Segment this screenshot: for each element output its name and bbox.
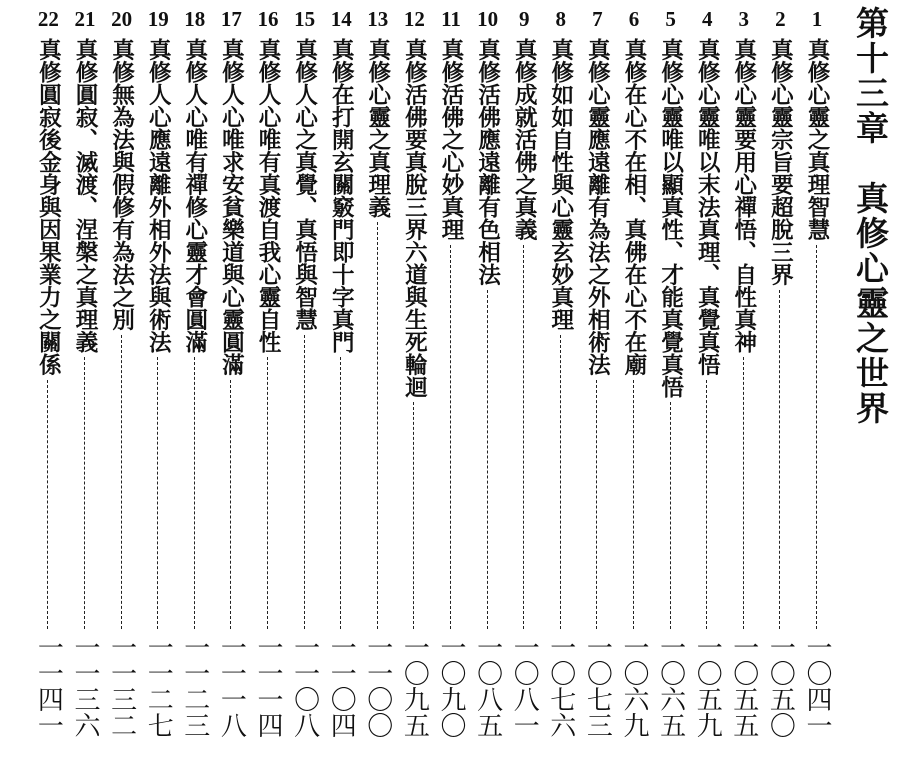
entry-page-number: 一一四一 bbox=[33, 634, 64, 738]
toc-entry[interactable] bbox=[33, 0, 63, 759]
entry-title: 真修成就活佛之真義 bbox=[511, 38, 538, 241]
entry-title: 真修心靈唯以顯真性、才能真覺真悟 bbox=[657, 38, 684, 398]
entry-number: 9 bbox=[518, 7, 530, 31]
dotted-leader bbox=[413, 402, 414, 629]
entry-page-number: 一〇五〇 bbox=[765, 634, 796, 738]
entry-number: 8 bbox=[555, 7, 567, 31]
entry-title: 真修心靈之真理智慧 bbox=[804, 38, 830, 241]
toc-entry[interactable] bbox=[656, 0, 686, 759]
entry-title: 真修人心唯求安貧樂道與心靈圓滿 bbox=[218, 38, 245, 376]
entry-page-number: 一一〇四 bbox=[326, 634, 357, 738]
dotted-leader bbox=[304, 335, 305, 630]
toc-entry[interactable] bbox=[399, 0, 429, 759]
toc-entry[interactable] bbox=[582, 0, 612, 759]
toc-entry[interactable] bbox=[363, 0, 393, 759]
entry-number: 22 bbox=[37, 7, 59, 31]
toc-entry[interactable] bbox=[546, 0, 576, 759]
entry-title: 真修圓寂後金身與因果業力之關係 bbox=[35, 38, 62, 376]
entry-page-number: 一〇六五 bbox=[655, 634, 686, 738]
dotted-leader bbox=[706, 380, 707, 630]
entry-page-number: 一一三六 bbox=[70, 634, 100, 738]
entry-title: 真修在心不在相、真佛在心不在廟 bbox=[621, 38, 647, 376]
entry-title: 真修人心唯有禪修心靈才會圓滿 bbox=[181, 38, 208, 353]
entry-title: 真修心靈之真理義 bbox=[364, 38, 391, 218]
entry-page-number: 一一二七 bbox=[143, 634, 174, 738]
entry-title: 真修心靈宗旨要超脫三界 bbox=[767, 38, 794, 286]
entry-page-number: 一〇八五 bbox=[472, 634, 503, 738]
entry-number: 10 bbox=[477, 7, 499, 31]
toc-entry[interactable] bbox=[143, 0, 173, 759]
toc-entry[interactable] bbox=[473, 0, 503, 759]
chapter-title: 第十三章 真修心靈之世界 bbox=[851, 6, 890, 426]
entry-number: 12 bbox=[403, 7, 425, 31]
entry-title: 真修在打開玄關竅門即十字真門 bbox=[328, 38, 355, 353]
dotted-leader bbox=[450, 245, 451, 630]
toc-entry[interactable] bbox=[802, 0, 832, 759]
entry-page-number: 一〇六九 bbox=[619, 634, 649, 738]
entry-number: 14 bbox=[330, 7, 352, 31]
toc-entry[interactable] bbox=[619, 0, 649, 759]
entry-page-number: 一〇八一 bbox=[509, 634, 540, 738]
dotted-leader bbox=[47, 380, 48, 630]
entry-page-number: 一一一八 bbox=[216, 634, 247, 738]
entry-number: 19 bbox=[147, 7, 169, 31]
toc-entry[interactable] bbox=[326, 0, 356, 759]
entry-page-number: 一一三二 bbox=[106, 634, 137, 738]
dotted-leader bbox=[816, 245, 817, 630]
entry-title: 真修活佛之心妙真理 bbox=[438, 38, 464, 241]
entry-number: 1 bbox=[811, 7, 823, 31]
toc-entry[interactable] bbox=[692, 0, 722, 759]
toc-entry[interactable] bbox=[729, 0, 759, 759]
entry-title: 真修人心唯有真渡自我心靈自性 bbox=[255, 38, 281, 353]
entry-title: 真修人心之真覺、真悟與智慧 bbox=[291, 38, 318, 331]
dotted-leader bbox=[267, 357, 268, 629]
dotted-leader bbox=[523, 245, 524, 630]
toc-entry[interactable] bbox=[253, 0, 283, 759]
entry-number: 21 bbox=[74, 7, 96, 31]
dotted-leader bbox=[779, 290, 780, 630]
toc-entry[interactable] bbox=[509, 0, 539, 759]
toc-entry[interactable] bbox=[436, 0, 466, 759]
entry-number: 7 bbox=[592, 7, 603, 31]
entry-page-number: 一〇九〇 bbox=[436, 634, 466, 738]
entry-title: 真修活佛要真脫三界六道與生死輪迴 bbox=[401, 38, 428, 398]
entry-page-number: 一〇九五 bbox=[399, 634, 430, 738]
entry-number: 3 bbox=[738, 7, 750, 31]
entry-title: 真修活佛應遠離有色相法 bbox=[474, 38, 501, 286]
toc-entry[interactable] bbox=[290, 0, 320, 759]
entry-title: 真修如如自性與心靈玄妙真理 bbox=[547, 38, 574, 331]
toc-entry[interactable] bbox=[107, 0, 137, 759]
entry-number: 2 bbox=[775, 7, 786, 31]
entry-title: 真修心靈應遠離有為法之外相術法 bbox=[584, 38, 611, 376]
dotted-leader bbox=[157, 357, 158, 629]
dotted-leader bbox=[596, 380, 597, 630]
entry-number: 18 bbox=[184, 7, 206, 31]
entry-number: 11 bbox=[441, 7, 461, 31]
dotted-leader bbox=[377, 222, 378, 629]
dotted-leader bbox=[84, 357, 85, 629]
dotted-leader bbox=[121, 335, 122, 630]
entry-number: 17 bbox=[220, 7, 242, 31]
entry-number: 4 bbox=[701, 7, 713, 31]
entry-page-number: 一一〇八 bbox=[289, 634, 320, 738]
dotted-leader bbox=[230, 380, 231, 630]
entry-page-number: 一〇七三 bbox=[582, 634, 613, 738]
entry-page-number: 一一一四 bbox=[253, 634, 283, 738]
dotted-leader bbox=[670, 402, 671, 629]
dotted-leader bbox=[633, 380, 634, 630]
dotted-leader bbox=[743, 357, 744, 629]
entry-title: 真修無為法與假修有為法之別 bbox=[108, 38, 135, 331]
dotted-leader bbox=[340, 357, 341, 629]
entry-number: 13 bbox=[367, 7, 389, 31]
entry-number: 15 bbox=[294, 7, 316, 31]
toc-entry[interactable] bbox=[765, 0, 795, 759]
entry-title: 真修人心應遠離外相外法與術法 bbox=[145, 38, 172, 353]
entry-page-number: 一〇五九 bbox=[692, 634, 723, 738]
entry-number: 6 bbox=[628, 7, 640, 31]
dotted-leader bbox=[487, 290, 488, 630]
entry-page-number: 一一二三 bbox=[179, 634, 210, 738]
toc-entry[interactable] bbox=[180, 0, 210, 759]
entry-number: 16 bbox=[257, 7, 279, 31]
toc-entry[interactable] bbox=[70, 0, 100, 759]
toc-entry[interactable] bbox=[216, 0, 246, 759]
entry-number: 5 bbox=[665, 7, 676, 31]
entry-page-number: 一一〇〇 bbox=[362, 634, 393, 738]
dotted-leader bbox=[194, 357, 195, 629]
entry-number: 20 bbox=[111, 7, 133, 31]
dotted-leader bbox=[560, 335, 561, 630]
entry-title: 真修心靈唯以末法真理、真覺真悟 bbox=[694, 38, 721, 376]
entry-page-number: 一〇五五 bbox=[728, 634, 759, 738]
entry-title: 真修心靈要用心禪悟、自性真神 bbox=[730, 38, 757, 353]
entry-page-number: 一〇四一 bbox=[802, 634, 832, 738]
entry-title: 真修圓寂、滅渡、涅槃之真理義 bbox=[72, 38, 98, 353]
entry-page-number: 一〇七六 bbox=[545, 634, 576, 738]
